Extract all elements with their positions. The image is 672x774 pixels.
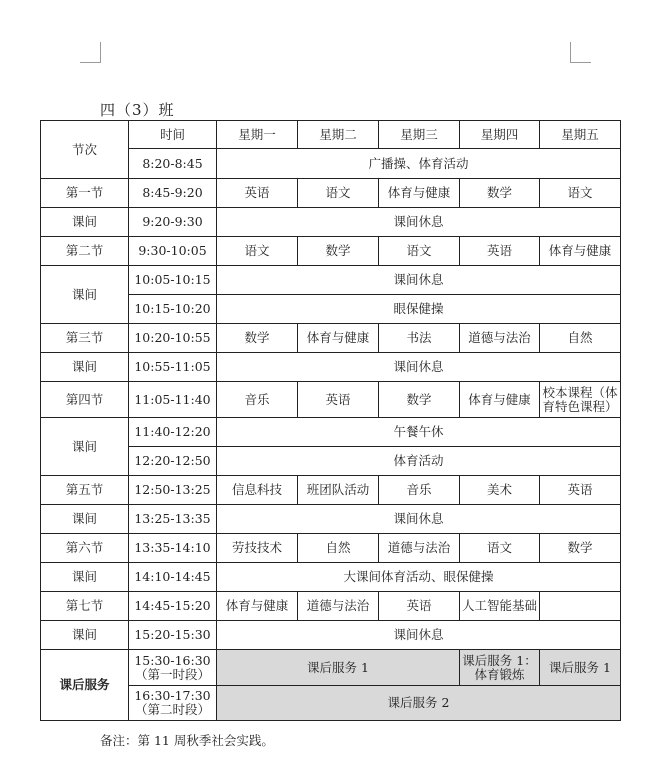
time-cell: 12:50-13:25 xyxy=(129,476,217,505)
period-label: 课间 xyxy=(41,418,129,476)
time-cell: 11:05-11:40 xyxy=(129,382,217,418)
subject-cell: 人工智能基础 xyxy=(460,592,540,621)
activity-cell: 课间休息 xyxy=(217,208,621,237)
period-label: 课间 xyxy=(41,563,129,592)
period-label: 第二节 xyxy=(41,237,129,266)
subject-cell: 英语 xyxy=(298,382,379,418)
subject-cell: 语文 xyxy=(298,179,379,208)
period-label: 第七节 xyxy=(41,592,129,621)
period-6-row xyxy=(41,534,621,563)
subject-cell: 语文 xyxy=(460,534,540,563)
period-label: 课间 xyxy=(41,621,129,650)
activity-cell: 课间休息 xyxy=(217,353,621,382)
timetable xyxy=(40,120,621,721)
break-5-row xyxy=(41,505,621,534)
subject-cell: 体育与健康 xyxy=(298,324,379,353)
subject-cell: 道德与法治 xyxy=(460,324,540,353)
day-header-fri: 星期五 xyxy=(540,121,621,149)
subject-cell: 道德与法治 xyxy=(298,592,379,621)
subject-cell: 语文 xyxy=(379,237,460,266)
break-7-row xyxy=(41,621,621,650)
subject-cell: 书法 xyxy=(379,324,460,353)
class-title: 四（3）班 xyxy=(100,101,175,119)
crop-mark-top-right xyxy=(570,42,591,63)
period-label: 课间 xyxy=(41,208,129,237)
activity-cell: 眼保健操 xyxy=(217,295,621,324)
subject-cell: 英语 xyxy=(540,476,621,505)
subject-cell xyxy=(540,592,621,621)
time-cell: 9:30-10:05 xyxy=(129,237,217,266)
after-service-1-thu: 课后服务 1：体育锻炼 xyxy=(460,650,540,686)
subject-cell: 数学 xyxy=(217,324,298,353)
break-1-row xyxy=(41,208,621,237)
period-2-row xyxy=(41,237,621,266)
period-1-row xyxy=(41,179,621,208)
period-4-row xyxy=(41,382,621,418)
activity-cell: 课间休息 xyxy=(217,505,621,534)
time-cell: 10:55-11:05 xyxy=(129,353,217,382)
break-3-row xyxy=(41,353,621,382)
period-label: 课间 xyxy=(41,505,129,534)
time-cell: 8:20-8:45 xyxy=(129,149,217,179)
period-label: 第四节 xyxy=(41,382,129,418)
after-service-1-fri: 课后服务 1 xyxy=(540,650,621,686)
time-cell: 14:45-15:20 xyxy=(129,592,217,621)
period-label: 第六节 xyxy=(41,534,129,563)
activity-cell: 课间休息 xyxy=(217,266,621,295)
subject-cell: 自然 xyxy=(540,324,621,353)
subject-cell: 数学 xyxy=(379,382,460,418)
time-cell: 10:20-10:55 xyxy=(129,324,217,353)
subject-cell: 道德与法治 xyxy=(379,534,460,563)
time-header: 时间 xyxy=(129,121,217,149)
after-service-1: 课后服务 1 xyxy=(217,650,460,686)
header-row xyxy=(41,121,621,149)
period-5-row xyxy=(41,476,621,505)
period-3-row xyxy=(41,324,621,353)
subject-cell: 数学 xyxy=(540,534,621,563)
period-label: 第三节 xyxy=(41,324,129,353)
subject-cell: 英语 xyxy=(460,237,540,266)
time-cell: 13:25-13:35 xyxy=(129,505,217,534)
break-2a-row xyxy=(41,266,621,295)
subject-cell: 音乐 xyxy=(379,476,460,505)
day-header-wed: 星期三 xyxy=(379,121,460,149)
time-cell: 12:20-12:50 xyxy=(129,447,217,476)
period-header: 节次 xyxy=(41,121,129,179)
time-cell: 10:15-10:20 xyxy=(129,295,217,324)
lunch-a-row xyxy=(41,418,621,447)
day-header-tue: 星期二 xyxy=(298,121,379,149)
subject-cell: 音乐 xyxy=(217,382,298,418)
break-6-row xyxy=(41,563,621,592)
period-label: 第一节 xyxy=(41,179,129,208)
subject-cell: 体育与健康 xyxy=(460,382,540,418)
time-cell: 9:20-9:30 xyxy=(129,208,217,237)
subject-cell: 信息科技 xyxy=(217,476,298,505)
subject-cell: 劳技技术 xyxy=(217,534,298,563)
subject-cell: 英语 xyxy=(379,592,460,621)
activity-cell: 午餐午休 xyxy=(217,418,621,447)
time-cell: 15:20-15:30 xyxy=(129,621,217,650)
subject-cell: 体育与健康 xyxy=(379,179,460,208)
time-cell: 10:05-10:15 xyxy=(129,266,217,295)
time-cell: 13:35-14:10 xyxy=(129,534,217,563)
period-label: 课间 xyxy=(41,266,129,324)
subject-cell: 体育与健康 xyxy=(540,237,621,266)
time-cell: 8:45-9:20 xyxy=(129,179,217,208)
activity-cell: 课间休息 xyxy=(217,621,621,650)
activity-cell: 大课间体育活动、眼保健操 xyxy=(217,563,621,592)
footnote: 备注：第 11 周秋季社会实践。 xyxy=(100,733,274,748)
activity-cell: 体育活动 xyxy=(217,447,621,476)
subject-cell: 美术 xyxy=(460,476,540,505)
time-cell: 11:40-12:20 xyxy=(129,418,217,447)
after-service-2: 课后服务 2 xyxy=(217,686,621,721)
time-cell: 14:10-14:45 xyxy=(129,563,217,592)
after-school-1-row xyxy=(41,650,621,686)
crop-mark-top-left xyxy=(80,42,101,63)
subject-cell: 语文 xyxy=(540,179,621,208)
subject-cell: 班团队活动 xyxy=(298,476,379,505)
subject-cell: 校本课程（体育特色课程） xyxy=(540,382,621,418)
period-label: 第五节 xyxy=(41,476,129,505)
period-7-row xyxy=(41,592,621,621)
subject-cell: 数学 xyxy=(298,237,379,266)
subject-cell: 数学 xyxy=(460,179,540,208)
subject-cell: 英语 xyxy=(217,179,298,208)
after-school-label: 课后服务 xyxy=(41,650,129,721)
activity-cell: 广播操、体育活动 xyxy=(217,149,621,179)
day-header-mon: 星期一 xyxy=(217,121,298,149)
subject-cell: 语文 xyxy=(217,237,298,266)
day-header-thu: 星期四 xyxy=(460,121,540,149)
subject-cell: 自然 xyxy=(298,534,379,563)
period-label: 课间 xyxy=(41,353,129,382)
subject-cell: 体育与健康 xyxy=(217,592,298,621)
time-cell: 16:30-17:30（第二时段） xyxy=(129,686,217,721)
time-cell: 15:30-16:30（第一时段） xyxy=(129,650,217,686)
